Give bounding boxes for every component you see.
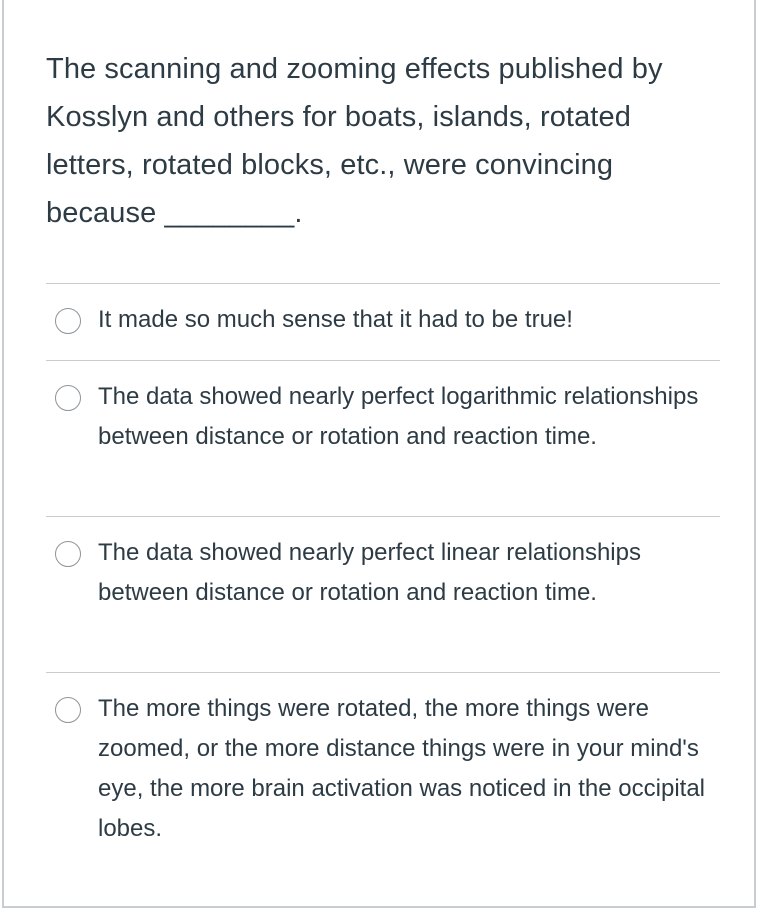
- answer-option-2[interactable]: [46, 361, 720, 517]
- answer-list: [46, 283, 720, 863]
- radio-button-1[interactable]: [55, 308, 81, 334]
- answer-label-3[interactable]: The data showed nearly perfect linear relationships between distance or rotation and reaction time.: [98, 539, 641, 606]
- answer-option-4[interactable]: [46, 673, 720, 863]
- answer-label-1[interactable]: It made so much sense that it had to be true!: [98, 306, 573, 333]
- question-text: The scanning and zooming effects published by Kosslyn and others for boats, islands, rotated letters, rotated blocks, etc., were convincing because ________.: [46, 53, 663, 229]
- answer-option-1[interactable]: [46, 284, 720, 361]
- radio-button-4[interactable]: [55, 697, 81, 723]
- question-card: [2, 0, 756, 908]
- radio-button-3[interactable]: [55, 541, 81, 567]
- answer-option-3[interactable]: [46, 517, 720, 673]
- radio-button-2[interactable]: [55, 385, 81, 411]
- answer-label-4[interactable]: The more things were rotated, the more things were zoomed, or the more distance things were in your mind's eye, the more brain activation was noticed in the occipital lobes.: [98, 695, 705, 842]
- answer-label-2[interactable]: The data showed nearly perfect logarithmic relationships between distance or rotation and reaction time.: [98, 383, 699, 450]
